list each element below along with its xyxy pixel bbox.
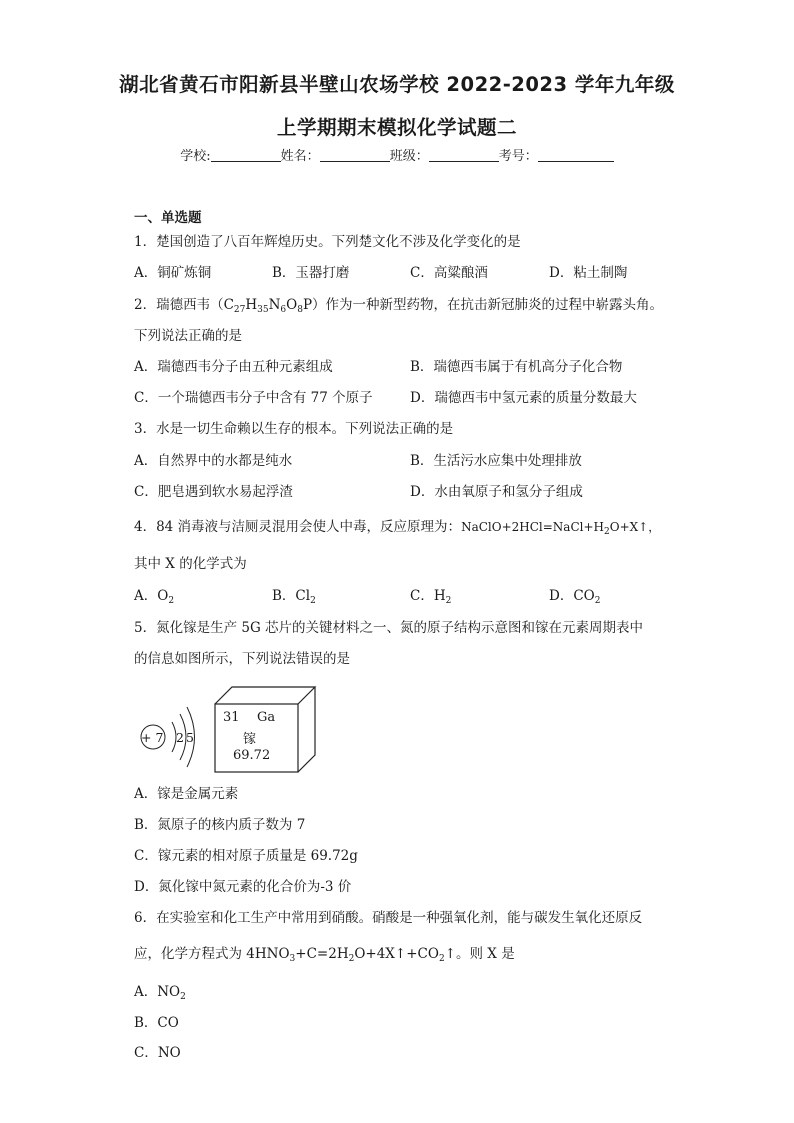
q1-option-b[interactable]: B．玉器打磨 — [272, 265, 350, 281]
atomic-mass: 69.72 — [233, 748, 271, 763]
q4-option-b[interactable]: B．$Cl_2$ — [272, 588, 316, 606]
q1-option-d[interactable]: D．粘土制陶 — [549, 265, 628, 281]
q5-stem-line2: 的信息如图所示，下列说法错误的是 — [134, 651, 350, 667]
q1-option-a[interactable]: A．铜矿炼铜 — [134, 265, 212, 281]
exam-title-line1: 湖北省黄石市阳新县半壁山农场学校 2022-2023 学年九年级 — [119, 73, 675, 96]
q5-stem: 5．氮化镓是生产 5G 芯片的关键材料之一、氮的原子结构示意图和镓在元素周期表中 — [134, 620, 644, 636]
atomic-number: 31 — [223, 710, 240, 725]
q2-stem: 2．瑞德西韦$(C_{27}H_{35}N_6O_8P)$作为一种新型药物，在抗击新冠肺炎的过程中崭露头角。 — [134, 297, 664, 315]
number-label: 考号： — [498, 149, 538, 164]
student-info-row — [0, 145, 794, 164]
q1-stem: 1．楚国创造了八百年辉煌历史。下列楚文化不涉及化学变化的是 — [134, 234, 521, 250]
q4-stem: 4．84 消毒液与洁厕灵混用会使人中毒，反应原理为：$NaClO+2HCl=NaCl+H_2O+X↑$， — [134, 519, 661, 537]
name-label: 姓名： — [280, 149, 320, 164]
q6-option-a[interactable]: A．$NO_2$ — [134, 984, 186, 1002]
class-label: 班级： — [389, 149, 429, 164]
shell-1-electrons: 2 — [176, 730, 184, 745]
nucleus-charge: + 7 — [141, 730, 164, 745]
q2-option-b[interactable]: B．瑞德西韦属于有机高分子化合物 — [410, 359, 623, 375]
q3-option-c[interactable]: C．肥皂遇到软水易起浮渣 — [134, 484, 293, 500]
element-symbol: Ga — [257, 710, 276, 725]
q4-option-d[interactable]: D．$CO_2$ — [549, 588, 601, 606]
q2-option-c[interactable]: C．一个瑞德西韦分子中含有 77 个原子 — [134, 390, 373, 406]
name-blank[interactable] — [320, 148, 390, 162]
q5-option-b[interactable]: B．氮原子的核内质子数为 7 — [134, 817, 306, 833]
school-label: 学校: — [180, 149, 211, 164]
class-blank[interactable] — [429, 148, 499, 162]
q3-option-a[interactable]: A．自然界中的水都是纯水 — [134, 453, 293, 469]
q2-stem-line2: 下列说法正确的是 — [134, 328, 242, 344]
school-blank[interactable] — [211, 148, 281, 162]
q5-option-c[interactable]: C．镓元素的相对原子质量是 69.72g — [134, 848, 358, 864]
q4-option-c[interactable]: C．$H_2$ — [410, 588, 452, 606]
q6-option-b[interactable]: B．CO — [134, 1015, 179, 1031]
number-blank[interactable] — [538, 148, 614, 162]
q3-stem: 3．水是一切生命赖以生存的根本。下列说法正确的是 — [134, 421, 454, 437]
q6-option-c[interactable]: C．NO — [134, 1045, 181, 1061]
q5-option-a[interactable]: A．镓是金属元素 — [134, 786, 239, 802]
exam-title-line2: 上学期期末模拟化学试题二 — [276, 116, 517, 139]
q5-option-d[interactable]: D．氮化镓中氮元素的化合价为-3 价 — [134, 879, 352, 895]
q4-stem-line2: 其中 X 的化学式为 — [134, 556, 247, 572]
q2-option-d[interactable]: D．瑞德西韦中氢元素的质量分数最大 — [410, 390, 637, 406]
section-title: 一、单选题 — [134, 210, 202, 226]
shell-2-electrons: 5 — [186, 730, 194, 745]
q6-stem: 6．在实验室和化工生产中常用到硝酸。硝酸是一种强氧化剂，能与碳发生氧化还原反 — [134, 910, 643, 926]
q4-option-a[interactable]: A．$O_2$ — [134, 588, 175, 606]
q2-option-a[interactable]: A．瑞德西韦分子由五种元素组成 — [134, 359, 333, 375]
q1-option-c[interactable]: C．高粱酿酒 — [410, 265, 488, 281]
q3-option-d[interactable]: D．水由氧原子和氢分子组成 — [410, 484, 583, 500]
q3-option-b[interactable]: B．生活污水应集中处理排放 — [410, 453, 582, 469]
q6-stem-line2: 应，化学方程式为 $4HNO_3+C=2H_2O+4X↑+CO_2↑$。则 X 是 — [134, 946, 515, 964]
element-name: 镓 — [243, 732, 257, 747]
